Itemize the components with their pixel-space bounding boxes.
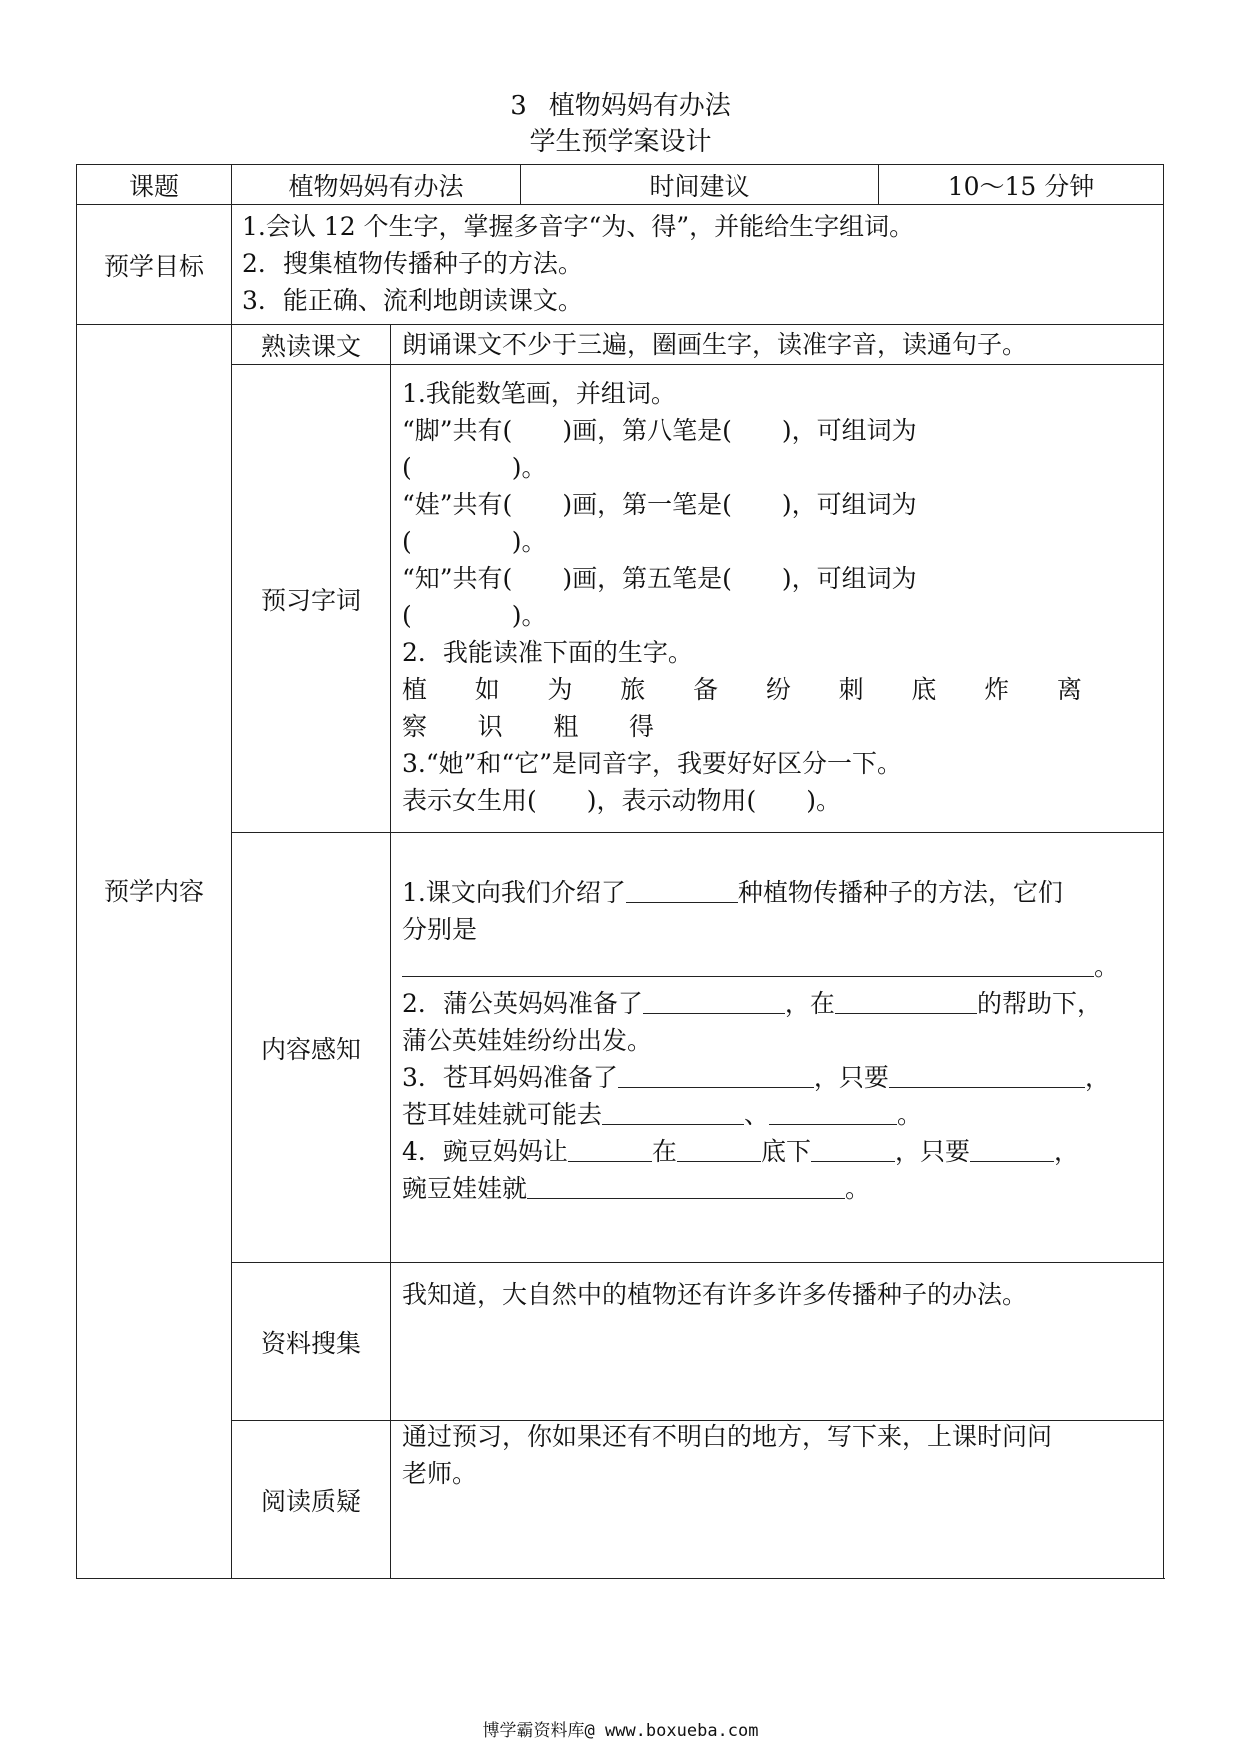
answer-blank[interactable] xyxy=(626,876,738,903)
perception-content xyxy=(402,874,1119,1207)
char: 底 xyxy=(911,675,937,704)
words-line: 3.“她”和“它”是同音字，我要好好区分一下。 xyxy=(402,749,902,778)
char: 粗 xyxy=(553,712,579,741)
answer-blank[interactable] xyxy=(527,1172,845,1199)
answer-blank[interactable] xyxy=(889,1061,1085,1088)
perception-q3: 3．苍耳妈妈准备了 ，只要 ， xyxy=(402,1063,1110,1092)
topic-value: 植物妈妈有办法 xyxy=(288,171,464,201)
char: 纷 xyxy=(765,675,791,704)
questions-line: 老师。 xyxy=(402,1459,478,1488)
words-line: “知”共有( )画，第五笔是( )，可组词为 xyxy=(402,564,917,593)
words-content xyxy=(402,375,1082,819)
char: 刺 xyxy=(838,675,864,704)
words-line: ( )。 xyxy=(402,601,547,630)
char: 为 xyxy=(547,675,573,704)
char: 识 xyxy=(477,712,503,741)
time-value: 10～15 分钟 xyxy=(947,171,1095,201)
document-title xyxy=(0,88,1241,124)
goal-item: 2．搜集植物传播种子的方法。 xyxy=(242,249,583,278)
words-line: ( )。 xyxy=(402,453,547,482)
document-subtitle: 学生预学案设计 xyxy=(529,127,712,157)
content-label-spacer xyxy=(77,325,231,578)
words-line: ( )。 xyxy=(402,527,547,556)
reading-label: 熟读课文 xyxy=(260,331,361,361)
reading-text: 朗诵课文不少于三遍，圈画生字，读准字音，读通句子。 xyxy=(402,330,1028,359)
lesson-title: 植物妈妈有办法 xyxy=(548,91,731,121)
goal-item: 1.会认 12 个生字，掌握多音字“为、得”，并能给生字组词。 xyxy=(242,212,915,241)
perception-q2: 2．蒲公英妈妈准备了 ，在 的帮助下， xyxy=(402,989,1102,1018)
perception-q4: 4．豌豆妈妈让 在 底下 ，只要 ， xyxy=(402,1137,1079,1166)
research-label: 资料搜集 xyxy=(260,1328,361,1358)
words-label: 预习字词 xyxy=(260,585,361,615)
research-text: 我知道，大自然中的植物还有许多许多传播种子的办法。 xyxy=(402,1280,1028,1309)
questions-line: 通过预习，你如果还有不明白的地方，写下来，上课时问问 xyxy=(402,1422,1053,1451)
questions-content xyxy=(402,1418,1052,1492)
words-line: “娃”共有( )画，第一笔是( )，可组词为 xyxy=(402,490,917,519)
perception-q4-cont: 豌豆娃娃就 。 xyxy=(402,1174,871,1203)
char: 炸 xyxy=(984,675,1010,704)
answer-blank[interactable] xyxy=(769,1098,897,1125)
perception-label: 内容感知 xyxy=(260,1034,361,1064)
time-label: 时间建议 xyxy=(649,171,750,201)
answer-blank[interactable] xyxy=(970,1135,1054,1162)
goals-label: 预学目标 xyxy=(103,251,204,281)
words-line: 表示女生用( )，表示动物用( )。 xyxy=(402,786,842,815)
perception-q2-cont: 蒲公英娃娃纷纷出发。 xyxy=(402,1026,653,1055)
topic-label: 课题 xyxy=(128,171,179,201)
char: 如 xyxy=(474,675,500,704)
lesson-number: 3 xyxy=(510,91,527,121)
perception-q1-answer: 。 xyxy=(402,948,1119,985)
char: 备 xyxy=(693,675,719,704)
questions-label: 阅读质疑 xyxy=(260,1486,361,1516)
char: 植 xyxy=(402,675,428,704)
perception-q3-cont: 苍耳娃娃就可能去 、 。 xyxy=(402,1100,923,1129)
research-content xyxy=(402,1276,1027,1313)
chars-row-1 xyxy=(402,671,1082,708)
answer-blank[interactable] xyxy=(643,987,785,1014)
answer-blank[interactable] xyxy=(811,1135,895,1162)
perception-q1-cont: 分别是 xyxy=(402,915,478,944)
answer-blank[interactable] xyxy=(568,1135,652,1162)
perception-q1: 1.课文向我们介绍了 种植物传播种子的方法，它们 xyxy=(402,878,1063,907)
chars-row-2 xyxy=(402,708,654,745)
answer-blank[interactable] xyxy=(402,950,1094,977)
char: 得 xyxy=(628,712,654,741)
char: 离 xyxy=(1056,675,1082,704)
words-line: 1.我能数笔画，并组词。 xyxy=(402,379,676,408)
goal-item: 3．能正确、流利地朗读课文。 xyxy=(242,286,583,315)
answer-blank[interactable] xyxy=(835,987,977,1014)
char: 察 xyxy=(402,712,428,741)
answer-blank[interactable] xyxy=(677,1135,761,1162)
answer-blank[interactable] xyxy=(602,1098,744,1125)
words-line: “脚”共有( )画，第八笔是( )，可组词为 xyxy=(402,416,917,445)
char: 旅 xyxy=(620,675,646,704)
footer-watermark: 博学霸资料库@ www.boxueba.com xyxy=(482,1721,759,1741)
words-line: 2．我能读准下面的生字。 xyxy=(402,638,693,667)
content-label: 预学内容 xyxy=(103,877,204,906)
goals-list xyxy=(242,208,914,319)
answer-blank[interactable] xyxy=(618,1061,814,1088)
